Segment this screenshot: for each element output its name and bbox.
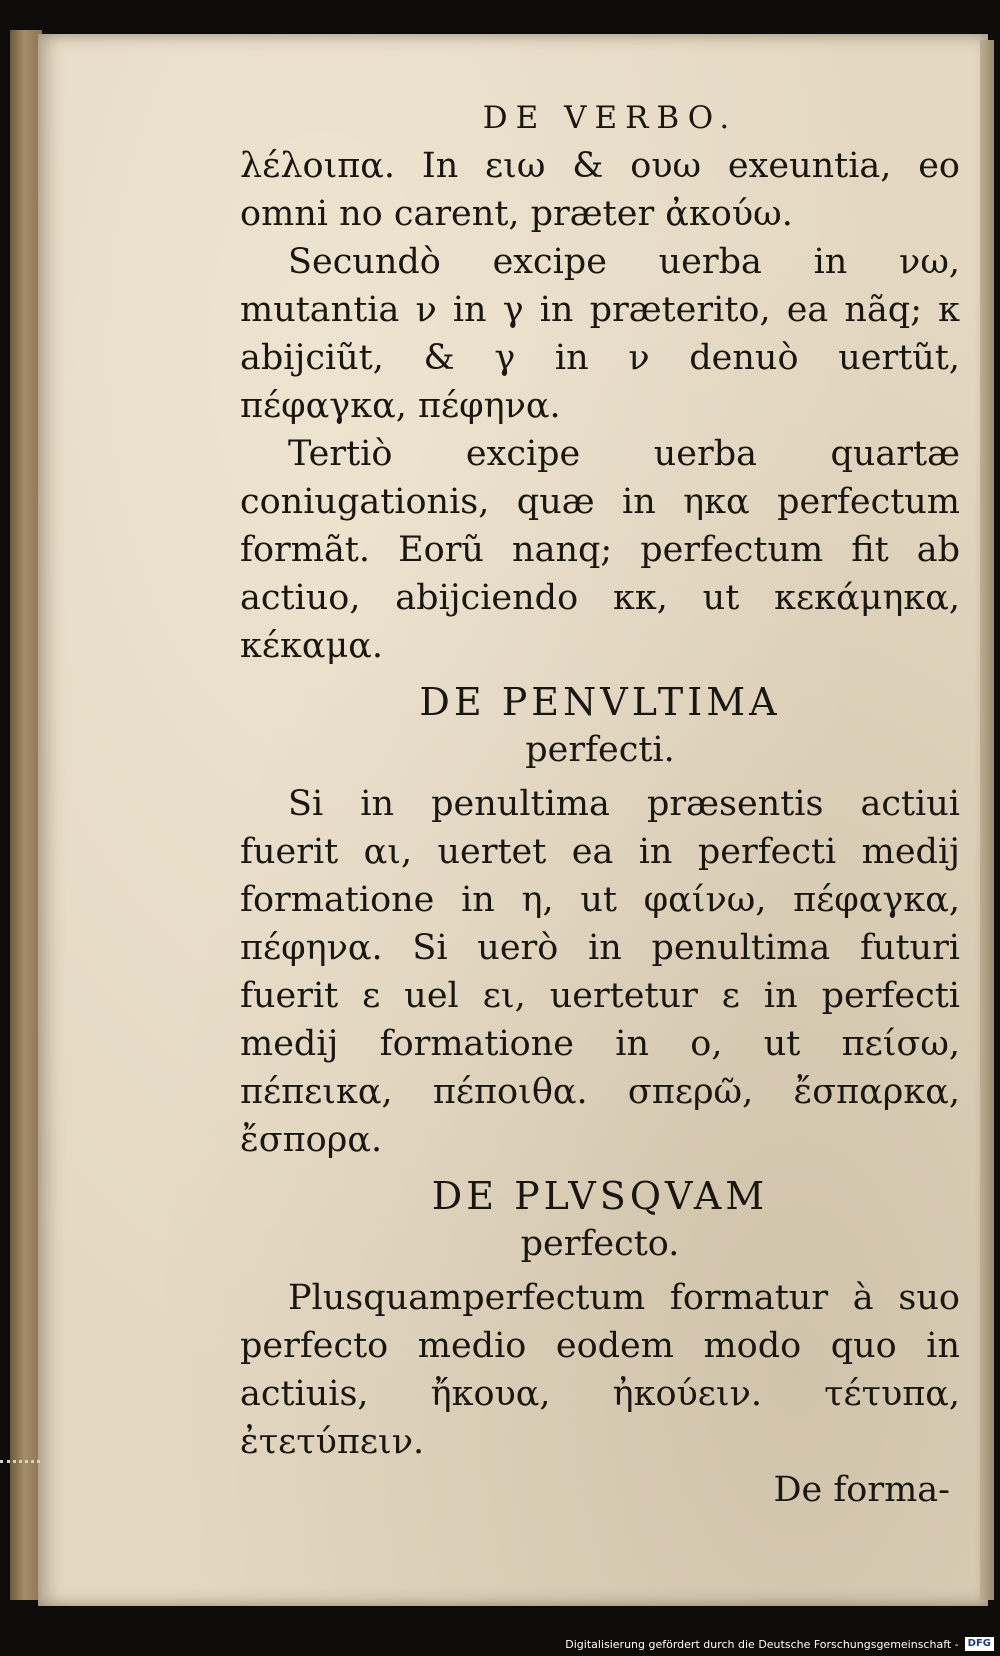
fold-marker [0, 1460, 40, 1463]
section-heading-plusquam: DE PLVSQVAM [431, 1174, 769, 1218]
section-subheading-perfecti: perfecti. [525, 730, 675, 770]
running-head: DE VERBO. [482, 100, 738, 136]
section-subheading-perfecto: perfecto. [520, 1224, 680, 1264]
paragraph-plusquamperfectum: Plusquamperfectum formatur à suo perfecto medio eodem modo quo in actiuis, ἤκουα, ἠκούειν. τέτυπα, ἐτετύπειν. [240, 1278, 960, 1462]
digitization-footer [0, 1632, 1000, 1656]
paragraph-penultima: Si in penultima præsentis actiui fuerit αι, uertet ea in perfecti medij formatione in η, ut φαίνω, πέφαγκα, πέφηνα. Si uerò in penultima futuri fuerit ε uel ει, uertetur ε in perfecti medij formatione in ο, ut πείσω, πέπεικα, πέποιθα. σπερῶ, ἔσπαρκα, ἔσπορα. [240, 784, 960, 1160]
paragraph-continuation: λέλοιπα. In ειω & ουω exeuntia, eo omni no carent, præter ἀκούω. [240, 146, 960, 234]
paragraph-tertio: Tertiò excipe uerba quartæ coniugationis, quæ in ηκα perfectum formãt. Eorũ nanq; perfectum fit ab actiuo, abijciendo κκ, ut κεκάμηκα, κέκαμα. [240, 434, 960, 666]
page-edge [980, 40, 994, 1600]
paragraph-secundo: Secundò excipe uerba in νω, mutantia ν in γ in præterito, ea nãq; κ abijciũt, & γ in ν denuò uertũt, πέφαγκα, πέφηνα. [240, 242, 960, 426]
page-text [240, 100, 960, 1514]
dfg-logo: DFG [965, 1637, 994, 1651]
catchword: De forma- [773, 1470, 950, 1510]
footer-credit: Digitalisierung gefördert durch die Deutsche Forschungsgemeinschaft - [565, 1637, 959, 1651]
section-heading-penultima: DE PENVLTIMA [419, 680, 781, 724]
